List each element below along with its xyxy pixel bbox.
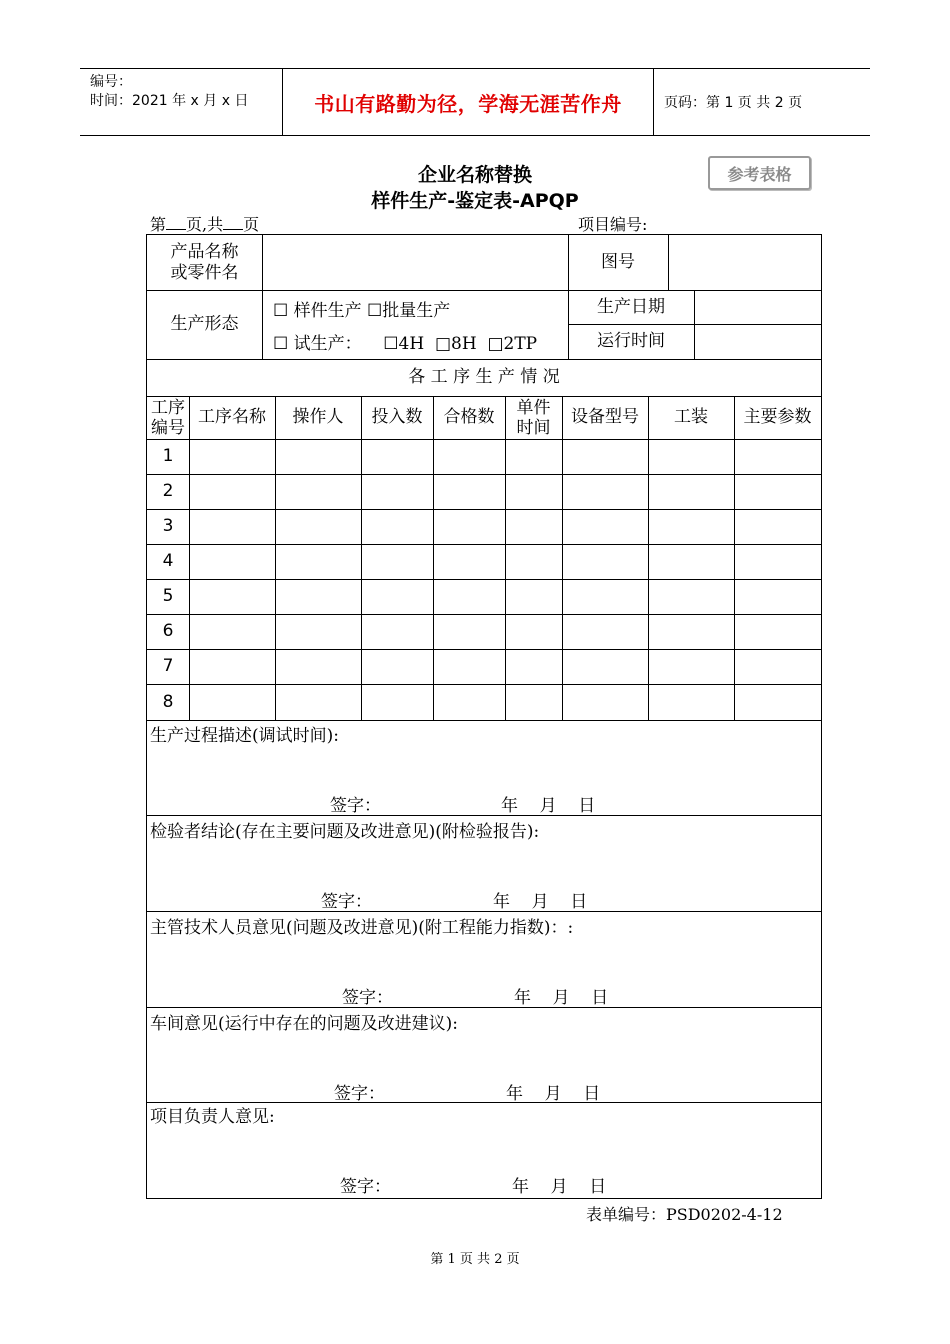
- company-name: 企业名称替换: [417, 164, 532, 186]
- row-number: 7: [162, 656, 174, 676]
- row-number: 6: [162, 621, 174, 641]
- signature-label: 签字：: [342, 988, 393, 1008]
- col-operator: 操作人: [292, 407, 344, 427]
- col-process-no: 工序 编号: [151, 397, 185, 438]
- project-number-label: 项目编号:: [578, 215, 648, 234]
- page-code: 页码：第 1 页 共 2 页: [664, 95, 803, 111]
- production-date-label: 生产日期: [597, 296, 665, 317]
- form-code: 表单编号：PSD0202-4-12: [586, 1205, 783, 1224]
- col-main-params: 主要参数: [743, 407, 812, 427]
- date-label: 年 月 日: [506, 1084, 601, 1104]
- inspector-conclusion-label: 检验者结论(存在主要问题及改进意见)(附检验报告):: [150, 822, 540, 842]
- signature-label: 签字：: [334, 1084, 385, 1104]
- process-description-label: 生产过程描述(调试时间):: [150, 726, 339, 746]
- reference-stamp: 参考表格: [708, 156, 811, 190]
- date-label: 年 月 日: [501, 796, 596, 816]
- col-qualified-qty: 合格数: [443, 407, 495, 427]
- drawing-no-label: 图号: [601, 252, 635, 272]
- product-name-value[interactable]: [262, 235, 568, 290]
- process-section-title: 各 工 序 生 产 情 况: [408, 367, 560, 387]
- row-number: 8: [162, 691, 174, 712]
- evaluation-form: [146, 234, 822, 1199]
- page-footer: 第 1 页 共 2 页: [430, 1252, 520, 1267]
- option-sample-batch[interactable]: ☐ 样件生产 ☐批量生产: [273, 301, 451, 321]
- row-number: 1: [162, 446, 174, 466]
- signature-label: 签字：: [340, 1177, 391, 1197]
- signature-label: 签字：: [330, 796, 381, 816]
- option-trial-production[interactable]: ☐ 试生产： ☐4H □8H □2TP: [273, 334, 538, 354]
- form-title: 样件生产-鉴定表-APQP: [371, 190, 579, 212]
- page-header: [80, 68, 870, 136]
- row-number: 4: [162, 551, 174, 571]
- product-name-label: 产品名称 或零件名: [170, 241, 239, 283]
- col-unit-time: 单件 时间: [516, 397, 551, 438]
- workshop-opinion-label: 车间意见(运行中存在的问题及改进建议):: [150, 1014, 458, 1034]
- signature-label: 签字：: [321, 892, 372, 912]
- date-label: 年 月 日: [514, 988, 609, 1008]
- production-form-label: 生产形态: [170, 314, 239, 334]
- col-process-name: 工序名称: [198, 407, 266, 427]
- col-tooling: 工装: [674, 407, 708, 427]
- date-label: 年 月 日: [493, 892, 588, 912]
- page-of-line: 第 页,共 页: [150, 215, 260, 234]
- time-label: 时间：2021 年 x 月 x 日: [90, 93, 249, 109]
- date-label: 年 月 日: [512, 1177, 607, 1197]
- row-number: 2: [162, 481, 174, 501]
- col-input-qty: 投入数: [371, 407, 423, 427]
- project-lead-opinion-label: 项目负责人意见:: [150, 1107, 275, 1127]
- number-label: 编号：: [90, 74, 132, 90]
- col-equipment-model: 设备型号: [571, 407, 639, 427]
- header-left: [80, 69, 282, 135]
- tech-supervisor-opinion-label: 主管技术人员意见(问题及改进意见)(附工程能力指数)：:: [150, 918, 574, 938]
- slogan: 书山有路勤为径，学海无涯苦作舟: [282, 69, 654, 135]
- row-number: 5: [162, 586, 174, 606]
- run-time-label: 运行时间: [597, 331, 665, 351]
- drawing-no-value[interactable]: [668, 235, 821, 290]
- row-number: 3: [162, 516, 174, 536]
